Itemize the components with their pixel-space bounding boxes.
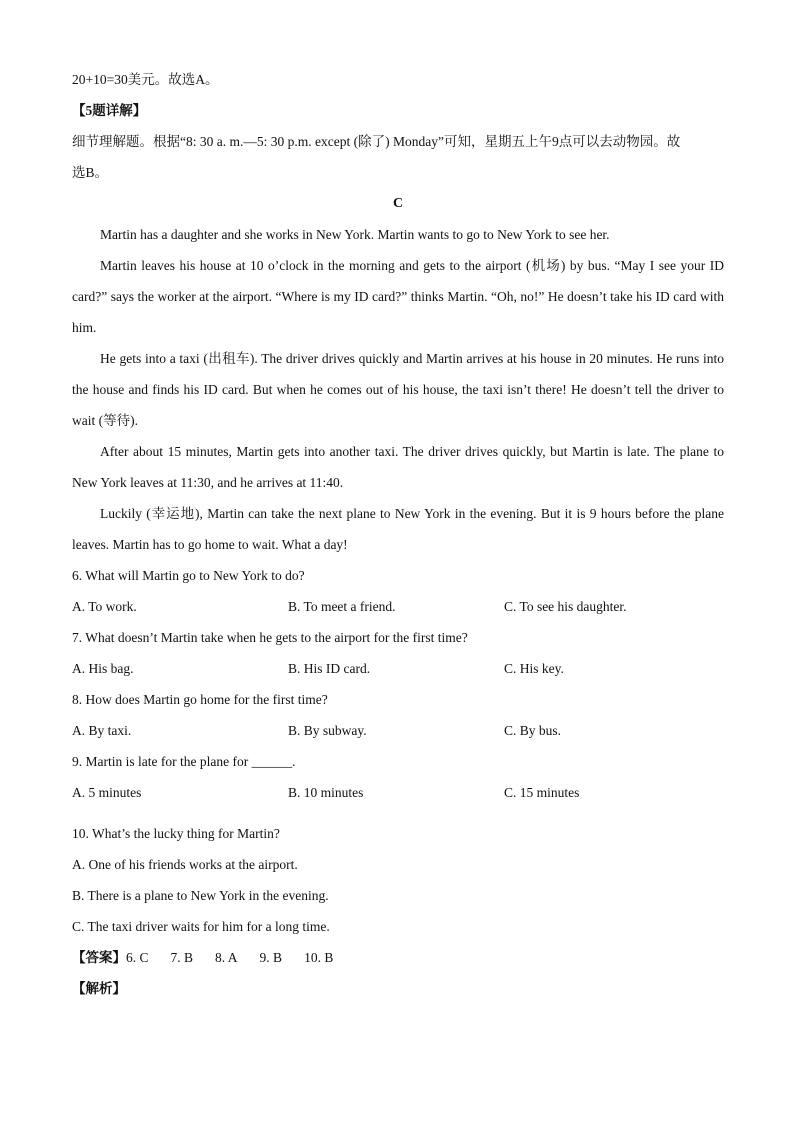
document-page: [72, 64, 724, 1004]
option: B. His ID card.: [288, 661, 371, 676]
text-line: 选B。: [72, 165, 109, 180]
passage-paragraph: Luckily (幸运地), Martin can take the next plane to New York in the evening. But it is 9 hours before the plane leaves. Martin has to go home to wait. What a day!: [72, 506, 724, 552]
text-line: 细节理解题。根据“8: 30 a. m.—5: 30 p.m. except (除了) Monday”可知，星期五上午9点可以去动物园。故: [72, 134, 681, 149]
answer-item: 7. B: [170, 950, 194, 965]
option: B. There is a plane to New York in the evening.: [72, 888, 329, 903]
passage-paragraph: After about 15 minutes, Martin gets into another taxi. The driver drives quickly, but Martin is late. The plane to New York leaves at 11:30, and he arrives at 11:40.: [72, 444, 724, 490]
option: A. By taxi.: [72, 723, 132, 738]
option: A. To work.: [72, 599, 137, 614]
options-row: [72, 653, 724, 684]
option: C. 15 minutes: [504, 785, 580, 800]
option: A. His bag.: [72, 661, 134, 676]
option: B. 10 minutes: [288, 785, 364, 800]
question-text: 10. What’s the lucky thing for Martin?: [72, 826, 280, 841]
question-text: 8. How does Martin go home for the first time?: [72, 692, 328, 707]
options-row: [72, 715, 724, 746]
question-text: 7. What doesn’t Martin take when he gets to the airport for the first time?: [72, 630, 468, 645]
detail-heading: 【5题详解】: [72, 103, 147, 118]
option: C. His key.: [504, 661, 564, 676]
option: C. To see his daughter.: [504, 599, 627, 614]
answer-item: 8. A: [215, 950, 238, 965]
answer-label: 【答案】: [72, 950, 126, 965]
text-line: 20+10=30美元。故选A。: [72, 72, 219, 87]
answer-item: 10. B: [304, 950, 334, 965]
analysis-label: 【解析】: [72, 981, 126, 996]
question-text: 9. Martin is late for the plane for ______.: [72, 754, 296, 769]
answer-row: [72, 942, 724, 973]
option: A. 5 minutes: [72, 785, 142, 800]
passage-paragraph: Martin has a daughter and she works in New York. Martin wants to go to New York to see her.: [100, 227, 610, 242]
option: B. By subway.: [288, 723, 367, 738]
option: C. By bus.: [504, 723, 562, 738]
section-title: C: [392, 196, 404, 211]
option: A. One of his friends works at the airport.: [72, 857, 298, 872]
options-row: [72, 777, 724, 808]
option: B. To meet a friend.: [288, 599, 396, 614]
passage-paragraph: He gets into a taxi (出租车). The driver drives quickly and Martin arrives at his house in 20 minutes. He runs into the house and finds his ID card. But when he comes out of his house, the taxi isn’t there! He doesn’t tell the driver to wait (等待).: [72, 351, 724, 428]
passage-paragraph: Martin leaves his house at 10 o’clock in the morning and gets to the airport (机场) by bus. “May I see your ID card?” says the worker at the airport. “Where is my ID card?” thinks Martin. “Oh, no!” He doesn’t take his ID card with him.: [72, 258, 724, 335]
question-text: 6. What will Martin go to New York to do?: [72, 568, 305, 583]
options-row: [72, 591, 724, 622]
option: C. The taxi driver waits for him for a long time.: [72, 919, 330, 934]
answer-item: 6. C: [126, 950, 149, 965]
answer-item: 9. B: [259, 950, 283, 965]
